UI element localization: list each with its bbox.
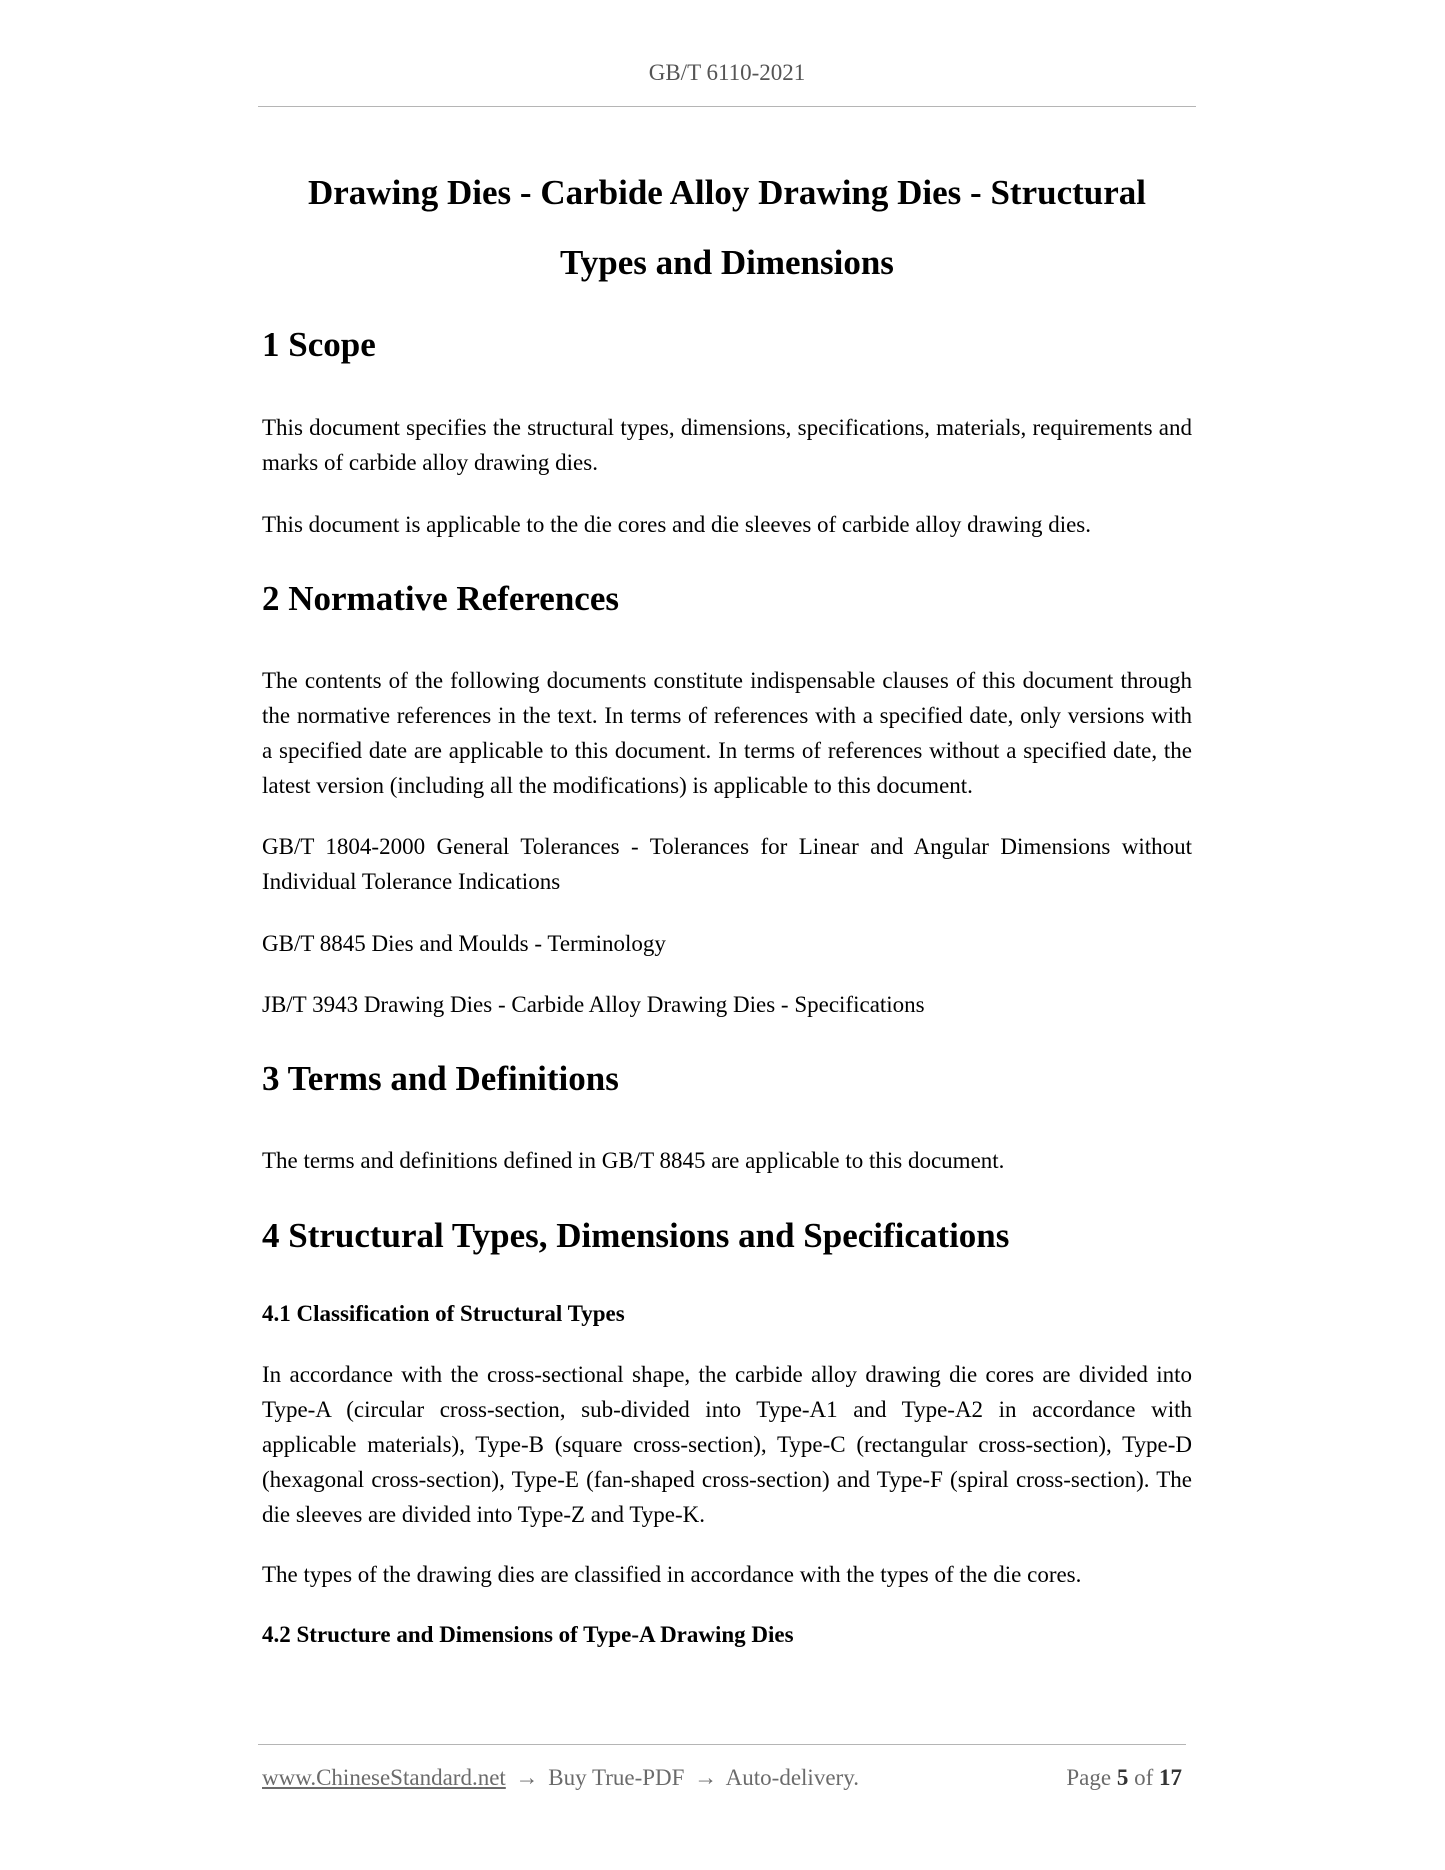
reference-gbt-8845: GB/T 8845 Dies and Moulds - Terminology — [262, 931, 666, 956]
of-word: of — [1134, 1765, 1154, 1790]
document-title-line2: Types and Dimensions — [560, 243, 894, 282]
chinesestandard-link[interactable]: www.ChineseStandard.net — [262, 1765, 506, 1790]
page-number — [1066, 1765, 1182, 1791]
buy-true-pdf-text: Buy True-PDF — [548, 1765, 685, 1790]
page-footer — [258, 1744, 1186, 1815]
page-current: 5 — [1116, 1765, 1129, 1790]
section-heading-terms: 3 Terms and Definitions — [262, 1059, 619, 1098]
terms-paragraph-1: The terms and definitions defined in GB/T 8845 are applicable to this document. — [262, 1148, 1005, 1173]
document-title — [262, 158, 1192, 298]
arrow-right-icon: → — [694, 1765, 718, 1790]
structural-paragraph-1: In accordance with the cross-sectional shape, the carbide alloy drawing die cores are divided into Type-A (circular cross-section, sub-divided into Type-A1 and Type-A2 in accordance with applicable materials), Type-B (square cross-section), Type-C (rectangular cross-section), Type-D (hexagonal cross-section), Type-E (fan-shaped cross-section) and Type-F (spiral cross-section). The die sleeves are divided into Type-Z and Type-K. — [262, 1362, 1192, 1527]
normative-paragraph-1: The contents of the following documents constitute indispensable clauses of this document through the normative references in the text. In terms of references with a specified date, only versions with a specified date are applicable to this document. In terms of references without a specified date, the latest version (including all the modifications) is applicable to this document. — [262, 668, 1192, 798]
page-word: Page — [1066, 1765, 1112, 1790]
reference-gbt-1804: GB/T 1804-2000 General Tolerances - Tolerances for Linear and Angular Dimensions without Individual Tolerance Indications — [262, 834, 1192, 894]
reference-jbt-3943: JB/T 3943 Drawing Dies - Carbide Alloy Drawing Dies - Specifications — [262, 992, 925, 1017]
subsection-heading-4-1: 4.1 Classification of Structural Types — [262, 1301, 625, 1326]
page-total: 17 — [1159, 1765, 1182, 1790]
arrow-right-icon: → — [515, 1765, 539, 1790]
section-heading-normative-references: 2 Normative References — [262, 579, 619, 618]
footer-promo — [262, 1765, 859, 1791]
subsection-heading-4-2: 4.2 Structure and Dimensions of Type-A Drawing Dies — [262, 1622, 794, 1647]
section-heading-structural-types: 4 Structural Types, Dimensions and Specifications — [262, 1216, 1010, 1255]
document-title-line1: Drawing Dies - Carbide Alloy Drawing Dies - Structural — [307, 173, 1146, 212]
scope-paragraph-2: This document is applicable to the die cores and die sleeves of carbide alloy drawing dies. — [262, 512, 1092, 537]
page-header — [258, 0, 1196, 107]
auto-delivery-text: Auto-delivery. — [725, 1765, 859, 1790]
scope-paragraph-1: This document specifies the structural types, dimensions, specifications, materials, requirements and marks of carbide alloy drawing dies. — [262, 415, 1192, 475]
section-heading-scope: 1 Scope — [262, 325, 376, 364]
structural-paragraph-2: The types of the drawing dies are classified in accordance with the types of the die cores. — [262, 1562, 1082, 1587]
standard-code: GB/T 6110-2021 — [648, 60, 806, 85]
